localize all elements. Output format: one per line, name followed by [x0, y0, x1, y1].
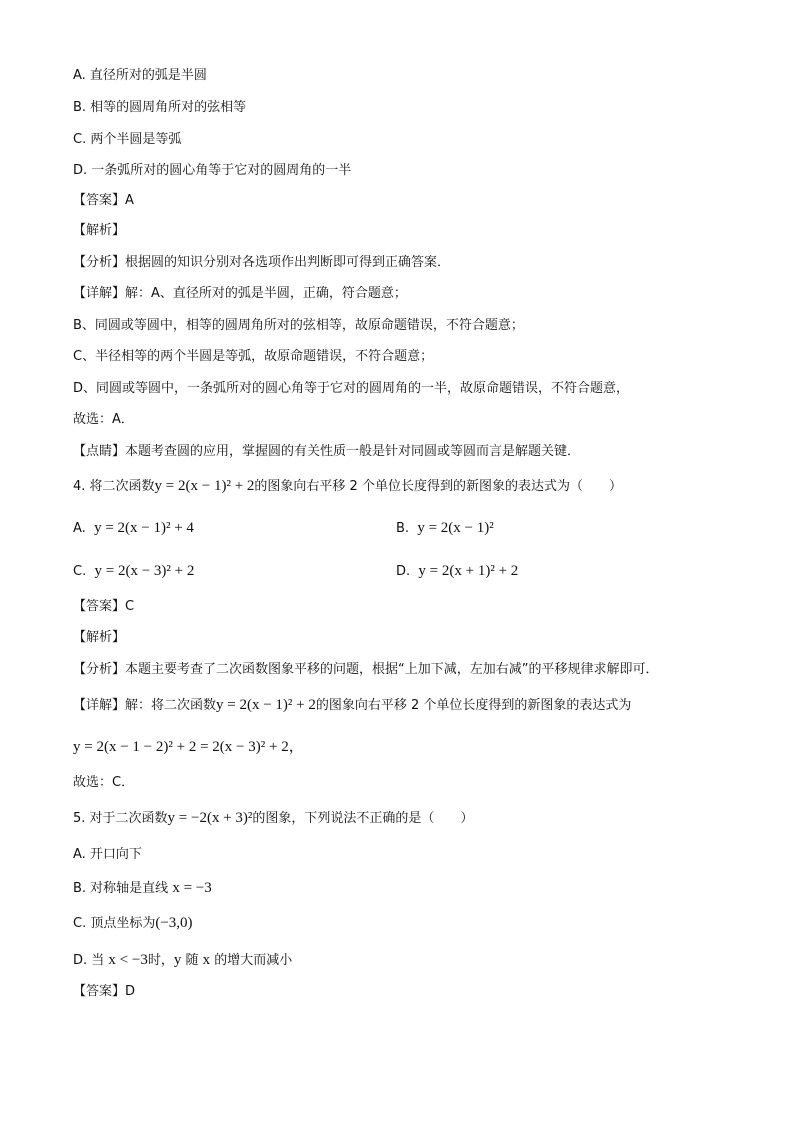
q5-option-d-formula-x2: x — [202, 952, 211, 968]
q3-jiexi: 【解析】 — [73, 223, 126, 238]
q4-stem-suffix: 的图象向右平移 2 个单位长度得到的新图象的表达式为（ ） — [254, 479, 622, 494]
q5-option-d-prefix: D. 当 — [73, 953, 105, 968]
q3-detail-line: D、同圆或等圆中，一条弧所对的圆心角等于它对的圆周角的一半，故原命题错误，不符合题意， — [73, 381, 630, 396]
q4-answer: 【答案】C — [73, 599, 135, 614]
q5-stem-formula: y = −2(x + 3)² — [167, 810, 253, 826]
q3-dianjing: 【点睛】本题考查圆的应用，掌握圆的有关性质一般是针对同圆或等圆而言是解题关键． — [73, 444, 581, 459]
q3-detail-line: C、半径相等的两个半圆是等弧，故原命题错误，不符合题意； — [73, 349, 434, 364]
q3-detail-line: B、同圆或等圆中，相等的圆周角所对的弦相等，故原命题错误，不符合题意； — [73, 318, 524, 333]
q4-conclusion: 故选：C． — [73, 775, 135, 790]
q4-option-a — [73, 518, 194, 538]
q3-option-d: D. 一条弧所对的圆心角等于它对的圆周角的一半 — [73, 163, 352, 178]
q4-fenxi: 【分析】本题主要考查了二次函数图象平移的问题，根据“上加下减，左加右减”的平移规律求解即可． — [73, 662, 659, 677]
q5-option-d-suffix: 的增大而减小 — [214, 953, 293, 968]
q5-option-d-formula-y: y — [173, 952, 182, 968]
q5-option-d-mid: 时， — [147, 953, 174, 968]
q5-option-c — [73, 913, 193, 933]
q4-option-b-label: B. — [396, 521, 410, 536]
q4-option-a-formula: y = 2(x − 1)² + 4 — [94, 520, 194, 536]
q3-fenxi: 【分析】根据圆的知识分别对各选项作出判断即可得到正确答案． — [73, 255, 451, 270]
q4-detail-result: y = 2(x − 1 − 2)² + 2 = 2(x − 3)² + 2， — [73, 739, 304, 755]
q5-option-a: A. 开口向下 — [73, 847, 142, 862]
q4-option-d-label: D. — [396, 564, 411, 579]
q3-option-b: B. 相等的圆周角所对的弦相等 — [73, 100, 247, 115]
q4-option-b — [396, 518, 494, 538]
q4-option-c-label: C. — [73, 564, 87, 579]
q4-detail — [73, 695, 631, 715]
q4-option-c-formula: y = 2(x − 3)² + 2 — [94, 563, 195, 579]
q4-detail-formula: y = 2(x − 1)² + 2 — [216, 697, 316, 713]
q5-option-d-mid2: 随 — [185, 953, 199, 968]
q5-stem-prefix: 5. 对于二次函数 — [73, 811, 168, 826]
q4-detail-suffix: 的图象向右平移 2 个单位长度得到的新图象的表达式为 — [315, 698, 632, 713]
q4-option-b-formula: y = 2(x − 1)² — [417, 520, 494, 536]
q5-option-c-formula: (−3,0) — [155, 915, 193, 931]
q4-stem — [73, 476, 622, 496]
q3-detail-line: 【详解】解：A、直径所对的弧是半圆，正确，符合题意； — [73, 286, 407, 301]
q3-option-c: C. 两个半圆是等弧 — [73, 132, 182, 147]
q4-option-d — [396, 561, 518, 581]
q3-answer: 【答案】A — [73, 193, 134, 208]
q5-option-d — [73, 950, 292, 970]
q4-stem-formula: y = 2(x − 1)² + 2 — [154, 478, 255, 494]
q5-option-d-formula-x: x < −3 — [108, 952, 148, 968]
q5-option-b — [73, 878, 212, 898]
q4-option-d-formula: y = 2(x + 1)² + 2 — [418, 563, 519, 579]
q5-option-b-prefix: B. 对称轴是直线 — [73, 881, 169, 896]
q4-stem-prefix: 4. 将二次函数 — [73, 479, 155, 494]
q3-option-a: A. 直径所对的弧是半圆 — [73, 68, 207, 83]
q5-option-c-prefix: C. 顶点坐标为 — [73, 916, 156, 931]
q4-option-c — [73, 561, 194, 581]
q4-detail-prefix: 【详解】解：将二次函数 — [73, 698, 217, 713]
q5-answer: 【答案】D — [73, 984, 136, 999]
q4-option-a-label: A. — [73, 521, 86, 536]
q3-conclusion: 故选：A． — [73, 412, 134, 427]
q5-stem-suffix: 的图象，下列说法不正确的是（ ） — [252, 811, 474, 826]
q5-option-b-formula: x = −3 — [172, 880, 212, 896]
q4-jiexi: 【解析】 — [73, 630, 126, 645]
q5-stem — [73, 808, 473, 828]
